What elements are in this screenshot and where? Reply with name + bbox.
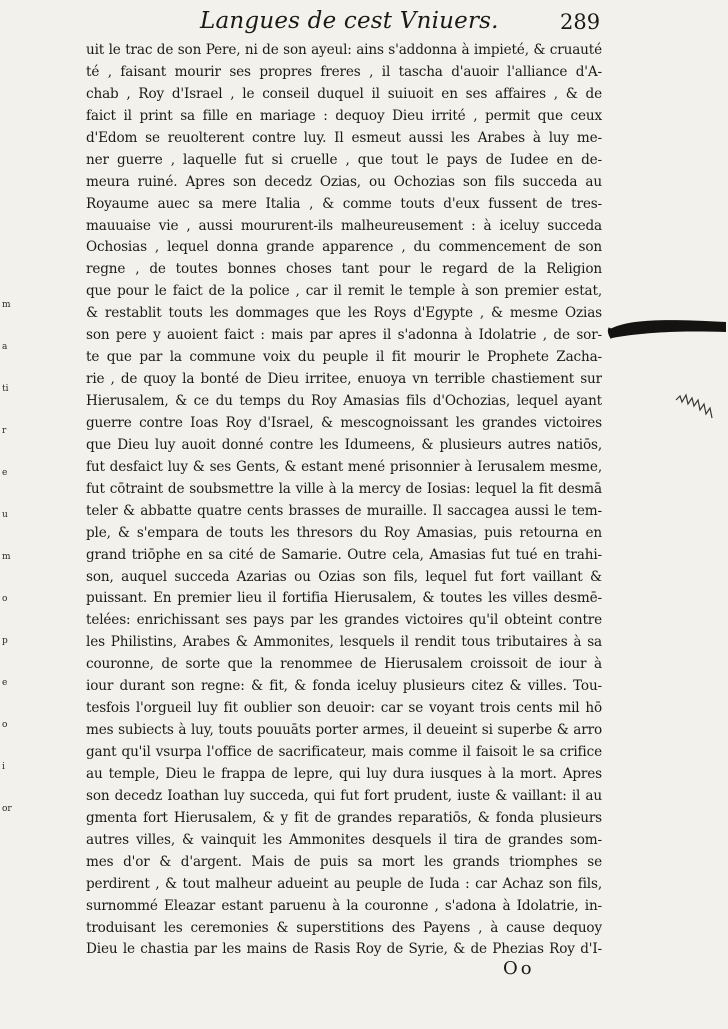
text-line: telées: enrichissant ses pays par les grandes victoires qu'il obteint contre [86,612,602,629]
text-line: fut cōtraint de soubsmettre la ville à la mercy de Iosias: lequel la fit desmā [86,480,602,497]
edge-mark: or [2,804,12,814]
text-line: uit le trac de son Pere, ni de son ayeul: ains s'addonna à impieté, & cruauté [86,42,602,58]
text-line: rie , de quoy la bonté de Dieu irritee, enuoya vn terrible chastiement sur [86,371,602,388]
catchword: Oo [503,958,535,979]
text-line: que pour le faict de la police , car il remit le temple à son premier estat, [86,283,602,300]
text-line: son, auquel succeda Azarias ou Ozias son fils, lequel fut fort vaillant & [86,568,602,585]
edge-mark: o [2,594,8,604]
text-line: fut desfaict luy & ses Gents, & estant mené prisonnier à Ierusalem mesme, [86,458,602,475]
text-line: té , faisant mourir ses propres freres , il tascha d'auoir l'alliance d'A- [86,63,602,80]
marginal-scribble [674,392,714,422]
text-line: perdirent , & tout malheur adueint au peuple de Iuda : car Achaz son fils, [86,875,602,892]
text-line: son decedz Ioathan luy succeda, qui fut fort prudent, iuste & vaillant: il au [86,787,602,804]
edge-mark: p [2,636,8,646]
text-line: troduisant les ceremonies & superstitions des Payens , à cause dequoy [86,919,602,936]
page-number: 289 [560,10,601,34]
text-line: puissant. En premier lieu il fortifia Hierusalem, & toutes les villes desmē- [86,590,602,607]
text-line: guerre contre Ioas Roy d'Israel, & mescognoissant les grandes victoires [86,414,602,431]
text-line: autres villes, & vainquit les Ammonites desquels il tira de grandes som- [86,831,602,848]
text-line: tesfois l'orgueil luy fit oublier son deuoir: car se voyant trois cents mil hō [86,700,602,717]
edge-mark: i [2,762,5,772]
text-line: d'Edom se reuolterent contre luy. Il esmeut aussi les Arabes à luy me- [86,129,602,146]
edge-mark: u [2,510,8,520]
text-line: mes subiects à luy, touts pouuāts porter armes, il deueint si superbe & arro [86,722,602,739]
text-line: couronne, de sorte que la renommee de Hierusalem croissoit de iour à [86,656,602,673]
edge-mark: e [2,678,8,688]
text-line: surnommé Eleazar estant paruenu à la couronne , s'adona à Idolatrie, in- [86,897,602,914]
text-line: grand triōphe en sa cité de Samarie. Outre cela, Amasias fut tué en trahi- [86,546,602,563]
text-line: au temple, Dieu le frappa de lepre, qui luy dura iusques à la mort. Apres [86,765,602,782]
text-line: teler & abbatte quatre cents brasses de muraille. Il saccagea aussi le tem- [86,502,602,519]
text-line: ple, & s'empara de touts les thresors du Roy Amasias, puis retourna en [86,524,602,541]
text-line: chab , Roy d'Israel , le conseil duquel il suiuoit en ses affaires , & de [86,85,602,102]
text-line: gmenta fort Hierusalem, & y fit de grandes reparatiōs, & fonda plusieurs [86,809,602,826]
text-line: ner guerre , laquelle fut si cruelle , que tout le pays de Iudee en de- [86,151,602,168]
text-line: iour durant son regne: & fit, & fonda iceluy plusieurs citez & villes. Tou- [86,678,602,695]
body-text [86,40,602,960]
edge-mark: r [2,426,7,436]
left-edge-bleed-through [0,300,14,860]
edge-mark: ti [2,384,9,394]
text-line: regne , de toutes bonnes choses tant pour le regard de la Religion [86,261,602,278]
text-line: son pere y auoient faict : mais par apres il s'adonna à Idolatrie , de sor- [86,327,602,344]
edge-mark: m [2,552,11,562]
edge-mark: e [2,468,8,478]
text-line: te que par la commune voix du peuple il fit mourir le Prophete Zacha- [86,349,602,366]
edge-mark: a [2,342,8,352]
text-line: gant qu'il vsurpa l'office de sacrificateur, mais comme il faisoit le sa crifice [86,744,602,760]
text-line: Royaume auec sa mere Italia , & comme touts d'eux fussent de tres- [86,195,602,212]
running-title: Langues de cest Vniuers. [200,8,499,34]
marginal-ink-stroke [606,308,728,348]
text-line: meura ruiné. Apres son decedz Ozias, ou Ochozias son fils succeda au [86,173,602,190]
text-line: Hierusalem, & ce du temps du Roy Amasias fils d'Ochozias, lequel ayant [86,393,602,409]
text-line: & restablit touts les dommages que les Roys d'Egypte , & mesme Ozias [86,305,602,322]
text-line: les Philistins, Arabes & Ammonites, lesquels il rendit tous tributaires à sa [86,634,602,651]
text-line: mes d'or & d'argent. Mais de puis sa mort les grands triomphes se [86,853,602,870]
text-line: mauuaise vie , aussi moururent-ils malheureusement : à iceluy succeda [86,217,602,234]
text-line: que Dieu luy auoit donné contre les Idumeens, & plusieurs autres natiōs, [86,436,602,453]
edge-mark: m [2,300,11,310]
text-line: Dieu le chastia par les mains de Rasis Roy de Syrie, & de Phezias Roy d'I- [86,941,602,958]
text-line: faict il print sa fille en mariage : dequoy Dieu irrité , permit que ceux [86,107,602,124]
page-header [0,6,728,40]
edge-mark: o [2,720,8,730]
text-line: Ochosias , lequel donna grande apparence , du commencement de son [86,239,602,256]
